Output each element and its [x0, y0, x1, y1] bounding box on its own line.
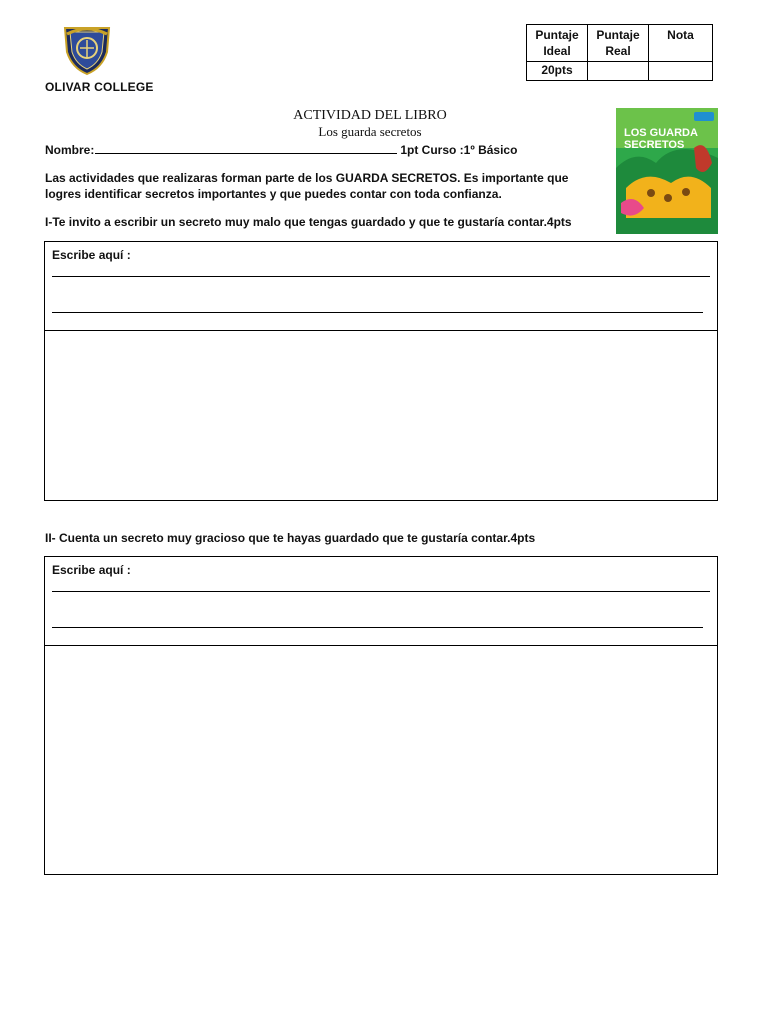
school-crest-icon — [62, 22, 112, 76]
answer-label-1: Escribe aquí : — [52, 248, 131, 262]
score-table — [526, 24, 713, 81]
svg-text:SECRETOS: SECRETOS — [624, 139, 685, 151]
name-field[interactable] — [95, 143, 397, 154]
course-text: 1pt Curso :1º Básico — [400, 143, 518, 157]
score-header-real: Puntaje Real — [588, 25, 649, 62]
school-name: OLIVAR COLLEGE — [45, 80, 154, 94]
answer-line[interactable] — [52, 276, 710, 277]
book-cover-image — [616, 108, 718, 234]
answer-box-2[interactable] — [44, 556, 718, 875]
score-real-field[interactable] — [588, 62, 649, 81]
score-header-nota: Nota — [649, 25, 713, 62]
intro-text: Las actividades que realizaras forman parte de los GUARDA SECRETOS. Es importante que logres identificar secretos importantes y que puedes contar con toda confianza. — [45, 171, 569, 201]
answer-line[interactable] — [52, 627, 703, 628]
activity-title: ACTIVIDAD DEL LIBRO — [293, 108, 447, 123]
score-ideal-value: 20pts — [527, 62, 588, 81]
answer-line[interactable] — [52, 591, 710, 592]
question-2: II- Cuenta un secreto muy gracioso que te hayas guardado que te gustaría contar.4pts — [45, 531, 536, 545]
answer-box-1[interactable] — [44, 241, 718, 501]
score-header-ideal: Puntaje Ideal — [527, 25, 588, 62]
answer-header-2 — [45, 557, 717, 646]
answer-header-1 — [45, 242, 717, 331]
name-row — [45, 143, 517, 157]
question-1: I-Te invito a escribir un secreto muy malo que tengas guardado y que te gustaría contar.4pts — [45, 215, 572, 229]
answer-line[interactable] — [52, 312, 703, 313]
svg-text:LOS GUARDA: LOS GUARDA — [624, 127, 698, 139]
answer-label-2: Escribe aquí : — [52, 563, 131, 577]
score-nota-field[interactable] — [649, 62, 713, 81]
name-label: Nombre: — [45, 143, 95, 157]
activity-subtitle: Los guarda secretos — [318, 124, 422, 139]
